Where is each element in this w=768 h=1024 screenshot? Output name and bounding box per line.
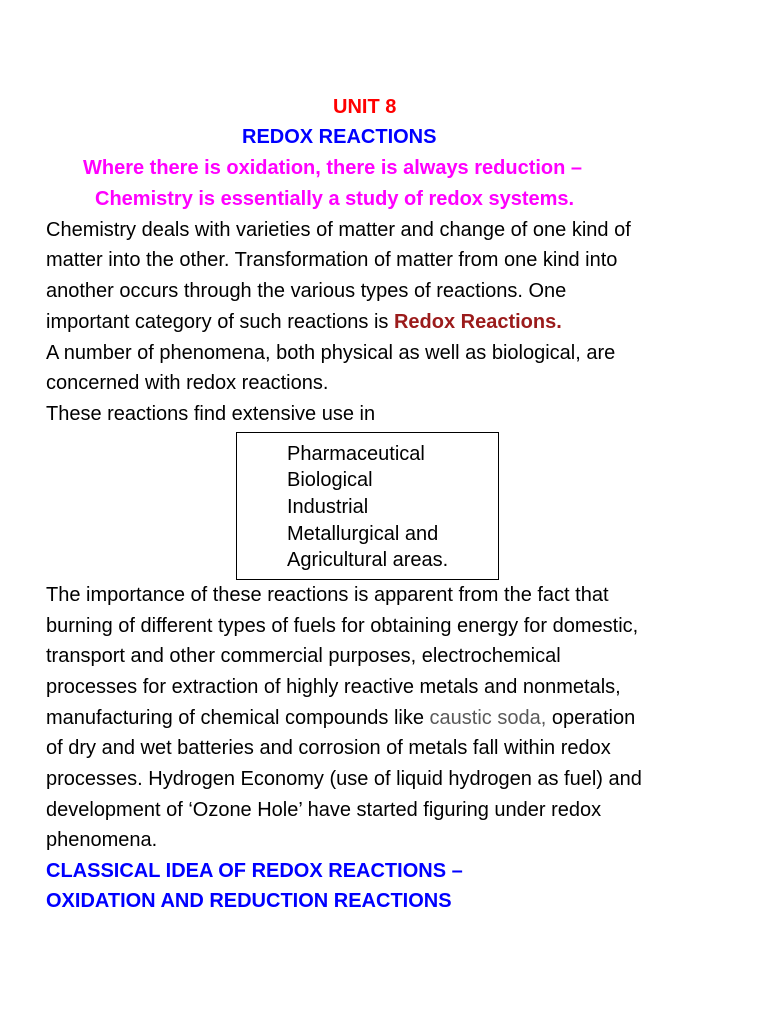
importance-line-2: burning of different types of fuels for obtaining energy for domestic, (46, 615, 639, 637)
use-item: Industrial (287, 496, 369, 518)
use-item: Biological (287, 469, 373, 491)
quote-line-1: Where there is oxidation, there is always reduction – (83, 157, 583, 179)
chapter-title: REDOX REACTIONS (242, 126, 437, 148)
intro-line-4 (46, 307, 562, 337)
uses-box (236, 432, 499, 580)
section-heading-line-1: CLASSICAL IDEA OF REDOX REACTIONS – (46, 860, 463, 882)
importance-line-5-text: manufacturing of chemical compounds like (46, 707, 430, 729)
importance-line-3: transport and other commercial purposes, electrochemical (46, 645, 561, 667)
importance-line-1: The importance of these reactions is apparent from the fact that (46, 584, 609, 606)
intro-line-3: another occurs through the various types of reactions. One (46, 280, 567, 302)
section-heading-line-2: OXIDATION AND REDUCTION REACTIONS (46, 890, 452, 912)
quote-line-2: Chemistry is essentially a study of redox systems. (95, 188, 575, 210)
intro-line-6: concerned with redox reactions. (46, 372, 329, 394)
use-item: Pharmaceutical (287, 443, 425, 465)
caustic-soda-term: caustic soda, (429, 707, 547, 729)
redox-reactions-emphasis: Redox Reactions. (393, 311, 562, 333)
importance-line-9: phenomena. (46, 829, 158, 851)
importance-line-8: development of ‘Ozone Hole’ have started figuring under redox (46, 799, 602, 821)
intro-line-1: Chemistry deals with varieties of matter and change of one kind of (46, 219, 631, 241)
intro-line-5: A number of phenomena, both physical as well as biological, are (46, 342, 616, 364)
unit-number: UNIT 8 (333, 96, 397, 118)
importance-line-6: of dry and wet batteries and corrosion of metals fall within redox (46, 737, 611, 759)
use-item: Metallurgical and (287, 523, 439, 545)
intro-line-7: These reactions find extensive use in (46, 403, 376, 425)
importance-line-7: processes. Hydrogen Economy (use of liquid hydrogen as fuel) and (46, 768, 642, 790)
importance-line-5 (46, 703, 635, 733)
importance-line-5-suffix: operation (546, 707, 636, 729)
importance-line-4: processes for extraction of highly reactive metals and nonmetals, (46, 676, 621, 698)
intro-line-4-text: important category of such reactions is (46, 311, 394, 333)
use-item: Agricultural areas. (287, 549, 449, 571)
intro-line-2: matter into the other. Transformation of matter from one kind into (46, 249, 618, 271)
